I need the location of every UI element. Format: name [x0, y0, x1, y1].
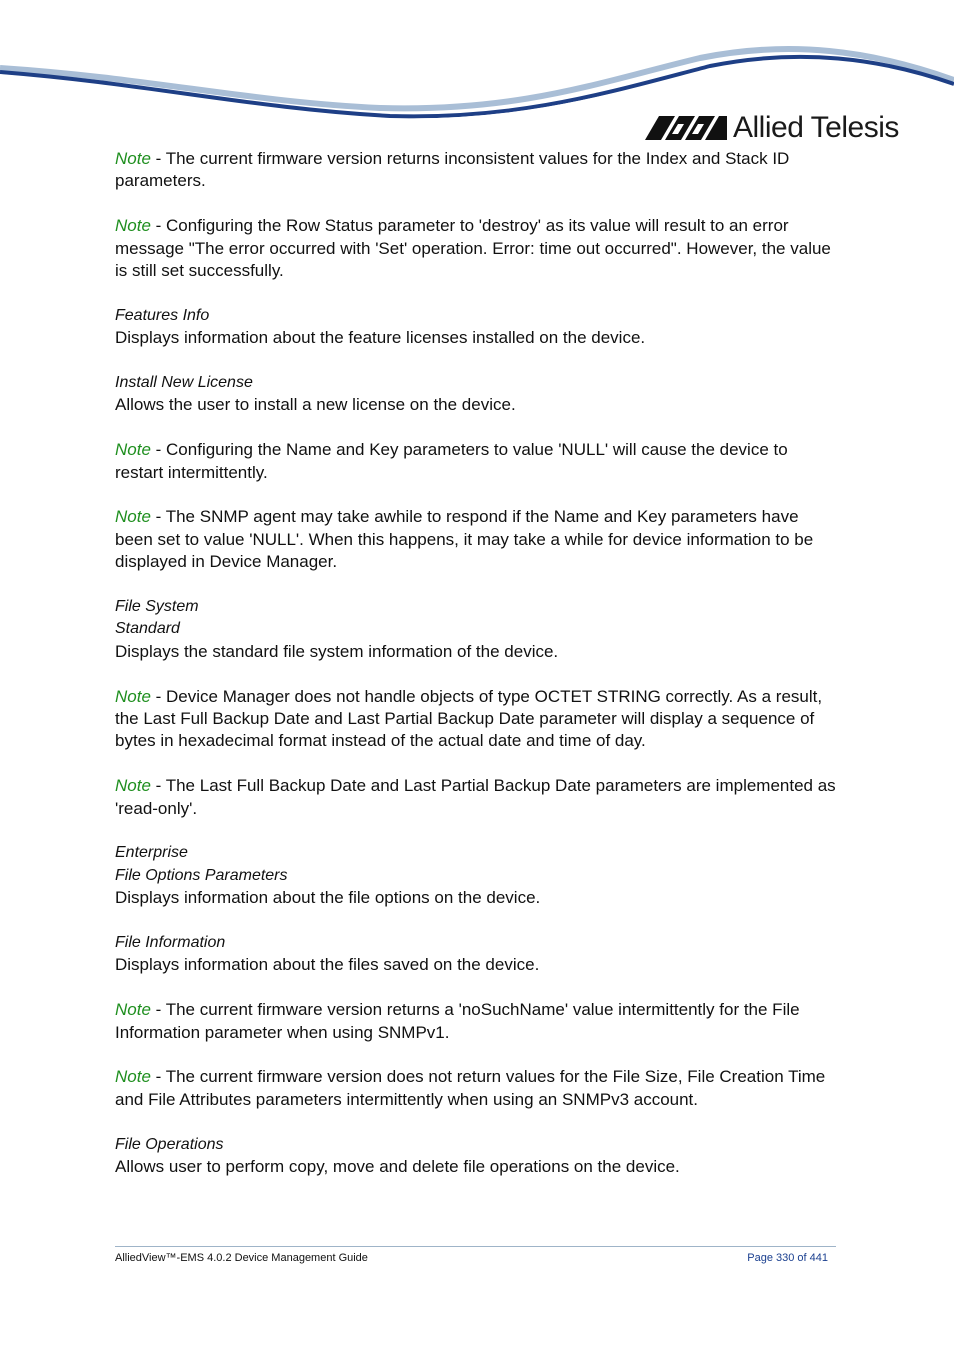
note-label: Note: [115, 1067, 151, 1087]
subsection-heading-file-options-parameters: File Options Parameters: [115, 866, 288, 884]
footer-divider: [115, 1246, 836, 1247]
section-heading-features-info: Features Info: [115, 306, 210, 324]
note-text: - Configuring the Row Status parameter to 'destroy' as its value will result to an error message "The error occurred with 'Set' operation. Error: time out occurred". However, the value is still set successfully.: [115, 216, 831, 281]
note-label: Note: [115, 686, 151, 706]
section-heading-file-system: File System: [115, 598, 199, 616]
note-text: - Configuring the Name and Key parameters to value 'NULL' will cause the device to restart intermittently.: [115, 440, 788, 482]
body-paragraph: Displays information about the file options on the device.: [115, 888, 541, 908]
section-heading-enterprise: Enterprise: [115, 844, 188, 862]
note-paragraph: [115, 686, 840, 753]
note-text: - Device Manager does not handle objects of type OCTET STRING correctly. As a result, the Last Full Backup Date and Last Partial Backup Date parameter will display a sequence of bytes in hexadecimal format instead of the actual date and time of day.: [115, 686, 823, 751]
body-paragraph: Displays information about the feature licenses installed on the device.: [115, 328, 646, 348]
note-label: Note: [115, 149, 151, 168]
note-paragraph: [115, 439, 840, 484]
section-heading-install-new-license: Install New License: [115, 374, 253, 392]
logo-wordmark: Allied Telesis: [733, 111, 899, 144]
footer-document-title: AlliedView™-EMS 4.0.2 Device Management Guide: [115, 1252, 368, 1264]
note-paragraph: [115, 148, 840, 193]
note-paragraph: [115, 999, 840, 1044]
note-text: - The current firmware version returns inconsistent values for the Index and Stack ID parameters.: [115, 149, 790, 191]
subsection-heading-file-operations: File Operations: [115, 1135, 224, 1153]
note-paragraph: [115, 506, 840, 573]
body-paragraph: Allows user to perform copy, move and delete file operations on the device.: [115, 1157, 680, 1177]
subsection-heading-standard: Standard: [115, 620, 180, 638]
note-text: - The current firmware version returns a 'noSuchName' value intermittently for the File Information parameter when using SNMPv1.: [115, 1000, 800, 1042]
note-paragraph: [115, 1066, 840, 1111]
note-label: Note: [115, 776, 151, 796]
body-paragraph: Displays information about the files saved on the device.: [115, 955, 540, 975]
subsection-heading-file-information: File Information: [115, 934, 226, 952]
body-paragraph: Allows the user to install a new license on the device.: [115, 395, 516, 415]
note-text: - The current firmware version does not return values for the File Size, File Creation Time and File Attributes parameters intermittently when using an SNMPv3 account.: [115, 1067, 826, 1109]
note-label: Note: [115, 1000, 151, 1020]
note-text: - The SNMP agent may take awhile to respond if the Name and Key parameters have been set to value 'NULL'. When this happens, it may take a while for device information to be displayed in Device Manager.: [115, 507, 814, 572]
note-label: Note: [115, 507, 151, 527]
note-label: Note: [115, 216, 151, 236]
document-body: [115, 148, 840, 1178]
allied-telesis-logo-mark: [645, 116, 727, 140]
footer-page-number: Page 330 of 441: [747, 1252, 828, 1264]
note-label: Note: [115, 440, 151, 460]
note-paragraph: [115, 775, 840, 820]
note-paragraph: [115, 215, 840, 282]
allied-telesis-logo: [645, 110, 905, 146]
body-paragraph: Displays the standard file system information of the device.: [115, 641, 559, 661]
note-text: - The Last Full Backup Date and Last Partial Backup Date parameters are implemented as 'read-only'.: [115, 776, 836, 818]
